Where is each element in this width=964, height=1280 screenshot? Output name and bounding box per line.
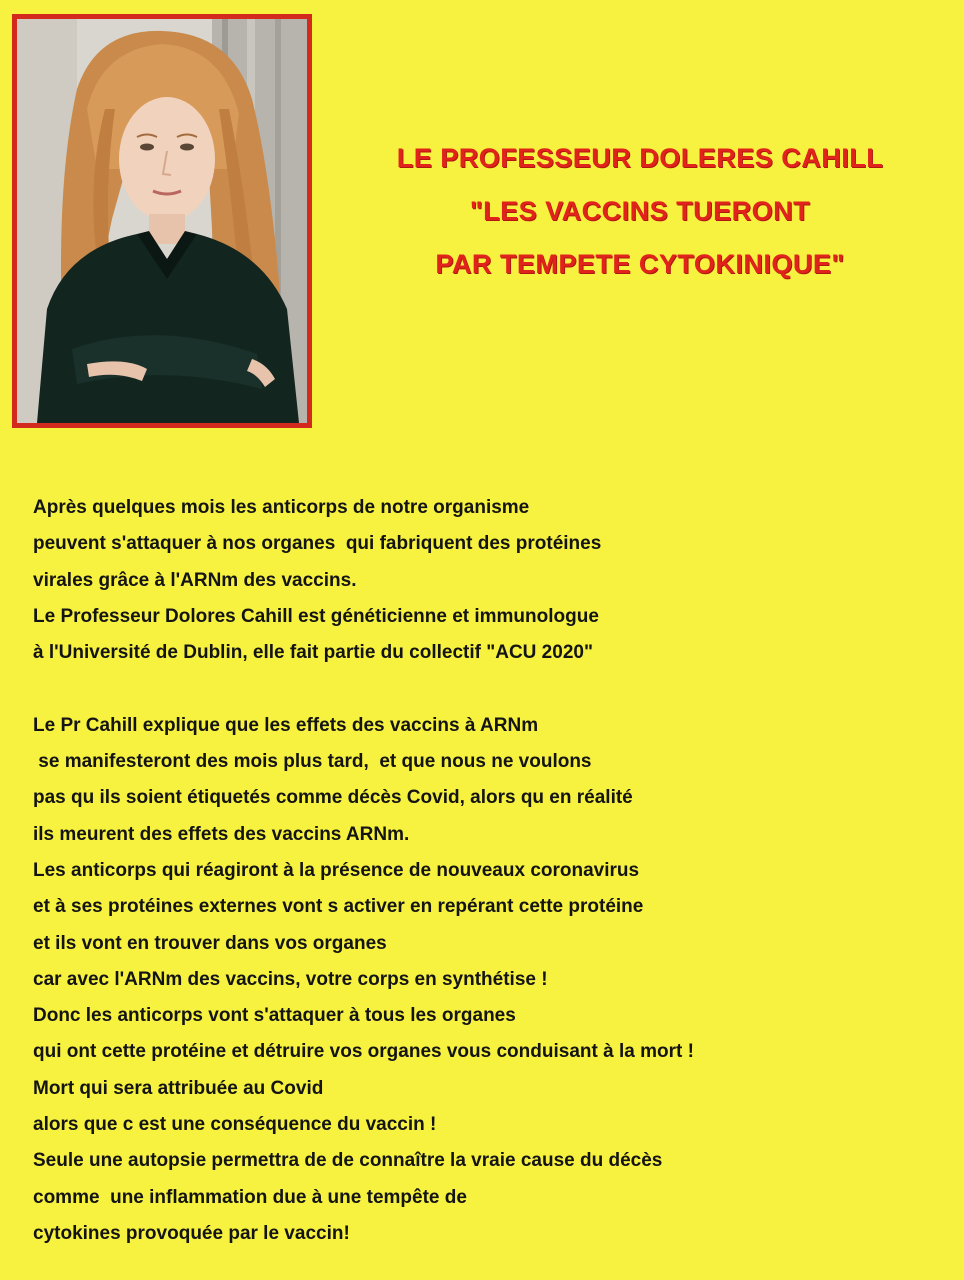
body-line: comme une inflammation due à une tempête de xyxy=(33,1186,467,1208)
headline-line: "LES VACCINS TUERONT xyxy=(469,196,811,226)
portrait-photo xyxy=(12,14,312,428)
body-line: Seule une autopsie permettra de de connaître la vraie cause du décès xyxy=(33,1150,663,1172)
body-line: Le Pr Cahill explique que les effets des vaccins à ARNm xyxy=(33,714,539,736)
body-line: Donc les anticorps vont s'attaquer à tous les organes xyxy=(33,1005,516,1027)
headline-line: PAR TEMPETE CYTOKINIQUE" xyxy=(435,249,845,279)
body-line: Après quelques mois les anticorps de notre organisme xyxy=(33,497,530,518)
body-line: Le Professeur Dolores Cahill est généticienne et immunologue xyxy=(33,605,599,627)
body-line: à l'Université de Dublin, elle fait partie du collectif "ACU 2020" xyxy=(33,642,593,664)
body-line: peuvent s'attaquer à nos organes qui fabriquent des protéines xyxy=(33,533,602,555)
body-line: et ils vont en trouver dans vos organes xyxy=(33,932,387,954)
body-line: et à ses protéines externes vont s activer en repérant cette protéine xyxy=(33,896,644,918)
body-line: virales grâce à l'ARNm des vaccins. xyxy=(33,569,357,591)
body-line: qui ont cette protéine et détruire vos organes vous conduisant à la mort ! xyxy=(33,1041,694,1063)
body-line: pas qu ils soient étiquetés comme décès Covid, alors qu en réalité xyxy=(33,787,633,809)
body-line: ils meurent des effets des vaccins ARNm. xyxy=(33,823,410,845)
body-line: alors que c est une conséquence du vaccin ! xyxy=(33,1114,437,1136)
headline xyxy=(328,132,952,291)
body-line: Mort qui sera attribuée au Covid xyxy=(33,1077,324,1099)
article-body xyxy=(33,490,953,1252)
body-line: Les anticorps qui réagiront à la présence de nouveaux coronavirus xyxy=(33,859,640,881)
portrait-illustration xyxy=(17,19,307,423)
body-line: cytokines provoquée par le vaccin! xyxy=(33,1222,350,1244)
body-line: car avec l'ARNm des vaccins, votre corps en synthétise ! xyxy=(33,968,548,990)
paragraph-gap xyxy=(33,671,953,707)
body-line: se manifesteront des mois plus tard, et que nous ne voulons xyxy=(33,751,592,773)
headline-line: LE PROFESSEUR DOLERES CAHILL xyxy=(396,143,884,173)
